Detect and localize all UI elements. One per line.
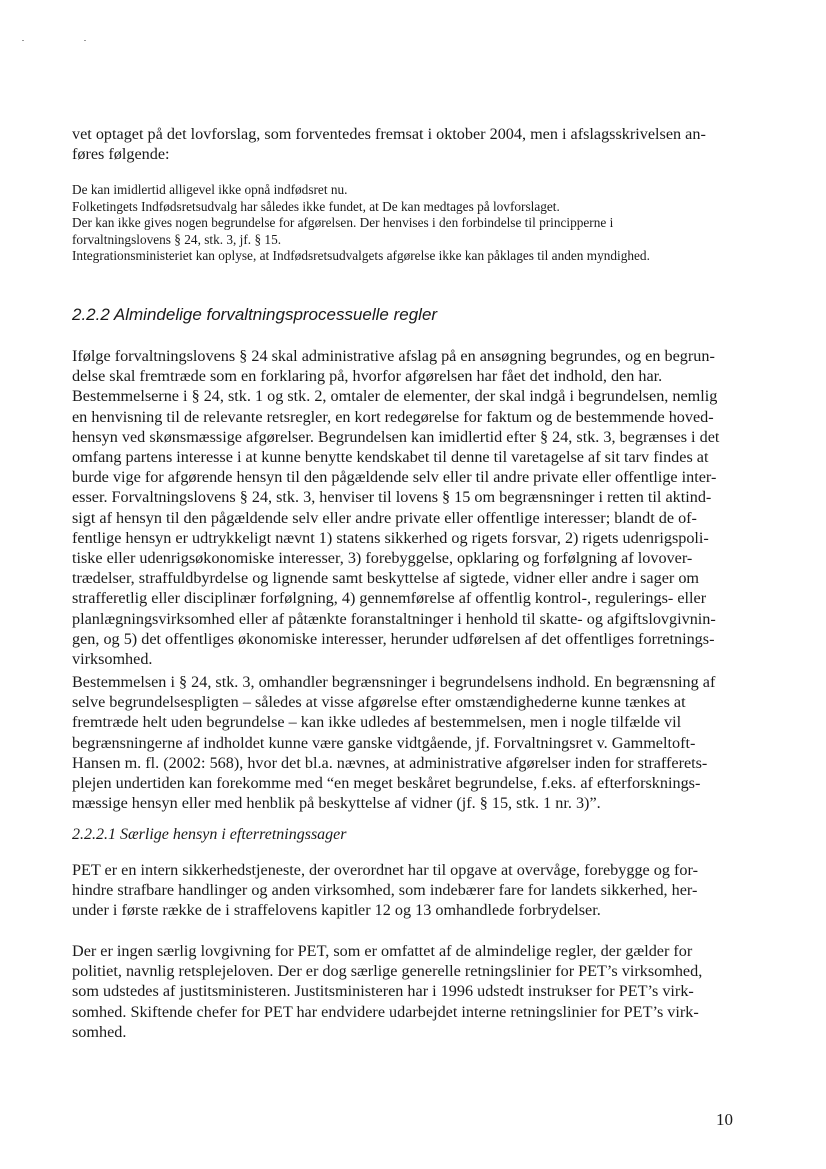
text-line: trædelser, straffuldbyrdelse og lignende samt beskyttelse af sigtede, vidner eller andre i sager om (72, 569, 700, 588)
paragraph-1 (72, 346, 748, 669)
text-line: gen, og 5) det offentliges økonomiske interesser, herunder udførelsen af det offentliges forretnings- (72, 629, 715, 648)
paragraph-3 (72, 860, 748, 921)
text-line: Hansen m. fl. (2002: 568), hvor det bl.a. nævnes, at administrative afgørelser inden for strafferets- (72, 753, 708, 772)
text-line: tiske eller udenrigsøkonomiske interesser, 3) forebyggelse, opklaring og forfølgning af lovover- (72, 549, 693, 568)
scan-speck (84, 40, 86, 41)
paragraph-2 (72, 672, 748, 813)
page-number: 10 (716, 1110, 733, 1129)
text-line: mæssige hensyn eller med henblik på beskyttelse af vidner (jf. § 15, stk. 1 nr. 3)”. (72, 794, 601, 813)
text-line: planlægningsvirksomhed eller af påtænkte foranstaltninger i henhold til skatte- og afgiftslovgivnin- (72, 609, 716, 628)
text-line: som udstedes af justitsministeren. Justitsministeren har i 1996 udstedt instrukser for PET’s virk- (72, 982, 694, 1001)
text-line: Integrationsministeriet kan oplyse, at Indfødsretsudvalgets afgørelse ikke kan påklages til anden myndighed. (72, 248, 650, 264)
text-line: esser. Forvaltningslovens § 24, stk. 3, henviser til lovens § 15 om begrænsninger i retten til aktind- (72, 488, 712, 507)
text-line: Folketingets Indfødsretsudvalg har således ikke fundet, at De kan medtages på lovforslaget. (72, 198, 560, 214)
text-line: virksomhed. (72, 650, 153, 669)
section-heading: 2.2.2 Almindelige forvaltningsprocessuelle regler (72, 305, 438, 324)
text-line: De kan imidlertid alligevel ikke opnå indfødsret nu. (72, 182, 348, 197)
text-line: føres følgende: (72, 145, 170, 164)
text-line: begrænsningerne af indholdet kunne være ganske vidtgående, jf. Forvaltningsret v. Gammeltoft- (72, 733, 696, 752)
text-line: hensyn ved skønsmæssige afgørelser. Begrundelsen kan imidlertid efter § 24, stk. 3, begrænses i det (72, 427, 720, 446)
text-line: plejen undertiden kan forekomme med “en meget beskåret begrundelse, f.eks. af efterforsknings- (72, 774, 701, 793)
text-line: somhed. (72, 1022, 127, 1041)
text-line: Der kan ikke gives nogen begrundelse for afgørelsen. Der henvises i den forbindelse til principperne i (72, 215, 614, 231)
text-line: Bestemmelsen i § 24, stk. 3, omhandler begrænsninger i begrundelsens indhold. En begrænsning af (72, 673, 716, 691)
text-line: burde vige for afgørende hensyn til den pågældende selv eller til andre private eller offentlige inter- (72, 468, 717, 487)
text-line: omfang partens interesse i at kunne benytte kendskabet til denne til varetagelse af sit tarv findes at (72, 448, 709, 467)
text-line: delse skal fremtræde som en forklaring på, hvorfor afgørelsen har fået det indhold, den har. (72, 367, 663, 386)
text-line: fremtræde helt uden begrundelse – kan ikke udledes af bestemmelsen, men i nogle tilfælde vil (72, 713, 682, 732)
text-line: Ifølge forvaltningslovens § 24 skal administrative afslag på en ansøgning begrundes, og en begrun- (72, 347, 715, 365)
scan-speck (22, 40, 24, 41)
text-line: forvaltningslovens § 24, stk. 3, jf. § 15. (72, 231, 282, 247)
text-line: hindre strafbare handlinger og anden virksomhed, som indebærer fare for landets sikkerhed, her- (72, 881, 698, 900)
text-line: strafferetlig eller disciplinær forfølgning, 4) gennemførelse af offentlig kontrol-, regulerings- eller (72, 589, 707, 608)
text-line: selve begrundelsespligten – således at visse afgørelse efter omstændighederne kunne tænkes at (72, 693, 686, 712)
text-line: vet optaget på det lovforslag, som forventedes fremsat i oktober 2004, men i afslagsskrivelsen an- (72, 125, 706, 143)
subsection-heading: 2.2.2.1 Særlige hensyn i efterretningssager (72, 826, 347, 843)
text-line: Der er ingen særlig lovgivning for PET, som er omfattet af de almindelige regler, der gælder for (72, 942, 693, 960)
text-line: politiet, navnlig retsplejeloven. Der er dog særlige generelle retningslinier for PET’s virksomhed, (72, 962, 703, 981)
text-line: somhed. Skiftende chefer for PET har endvidere udarbejdet interne retningslinier for PET’s virk- (72, 1002, 699, 1021)
text-line: PET er en intern sikkerhedstjeneste, der overordnet har til opgave at overvåge, forebygge og for- (72, 861, 698, 879)
paragraph-4 (72, 941, 748, 1042)
text-line: Bestemmelserne i § 24, stk. 1 og stk. 2, omtaler de elementer, der skal indgå i begrundelsen, nemlig (72, 387, 718, 406)
intro-paragraph (72, 124, 748, 164)
text-line: en henvisning til de relevante retsregler, en kort redegørelse for faktum og de bestemmende hoved- (72, 407, 714, 426)
quoted-excerpt (72, 182, 748, 265)
text-line: sigt af hensyn til den pågældende selv eller andre private eller offentlige interesser; blandt de of- (72, 508, 697, 527)
text-line: fentlige hensyn er udtrykkeligt nævnt 1) statens sikkerhed og rigets forsvar, 2) rigets udenrigspoli- (72, 528, 709, 547)
text-line: under i første række de i straffelovens kapitler 12 og 13 omhandlede forbrydelser. (72, 901, 601, 920)
